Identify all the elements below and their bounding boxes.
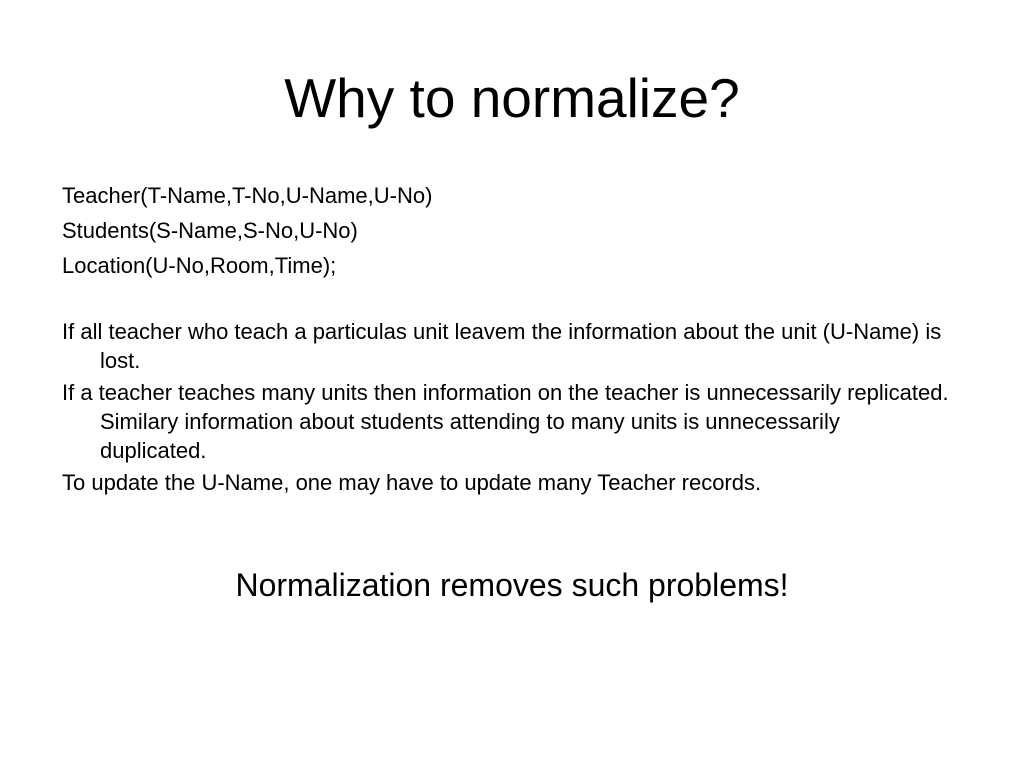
schema-location: Location(U-No,Room,Time);: [62, 253, 337, 278]
point-update-anomaly: To update the U-Name, one may have to update many Teacher records.: [62, 470, 762, 495]
schema-teacher: Teacher(T-Name,T-No,U-Name,U-No): [62, 183, 433, 208]
point-replication: If a teacher teaches many units then information on the teacher is unnecessarily replicated. Similary information about students attending to many units is unnecessarily duplicated.: [62, 380, 949, 463]
problem-points-list: [62, 317, 952, 500]
schema-students: Students(S-Name,S-No,U-No): [62, 218, 358, 243]
point-information-loss: If all teacher who teach a particulas unit leavem the information about the unit (U-Name) is lost.: [62, 319, 942, 373]
schema-list: [62, 178, 962, 283]
slide-title: Why to normalize?: [284, 67, 740, 129]
conclusion-text: Normalization removes such problems!: [235, 567, 789, 603]
